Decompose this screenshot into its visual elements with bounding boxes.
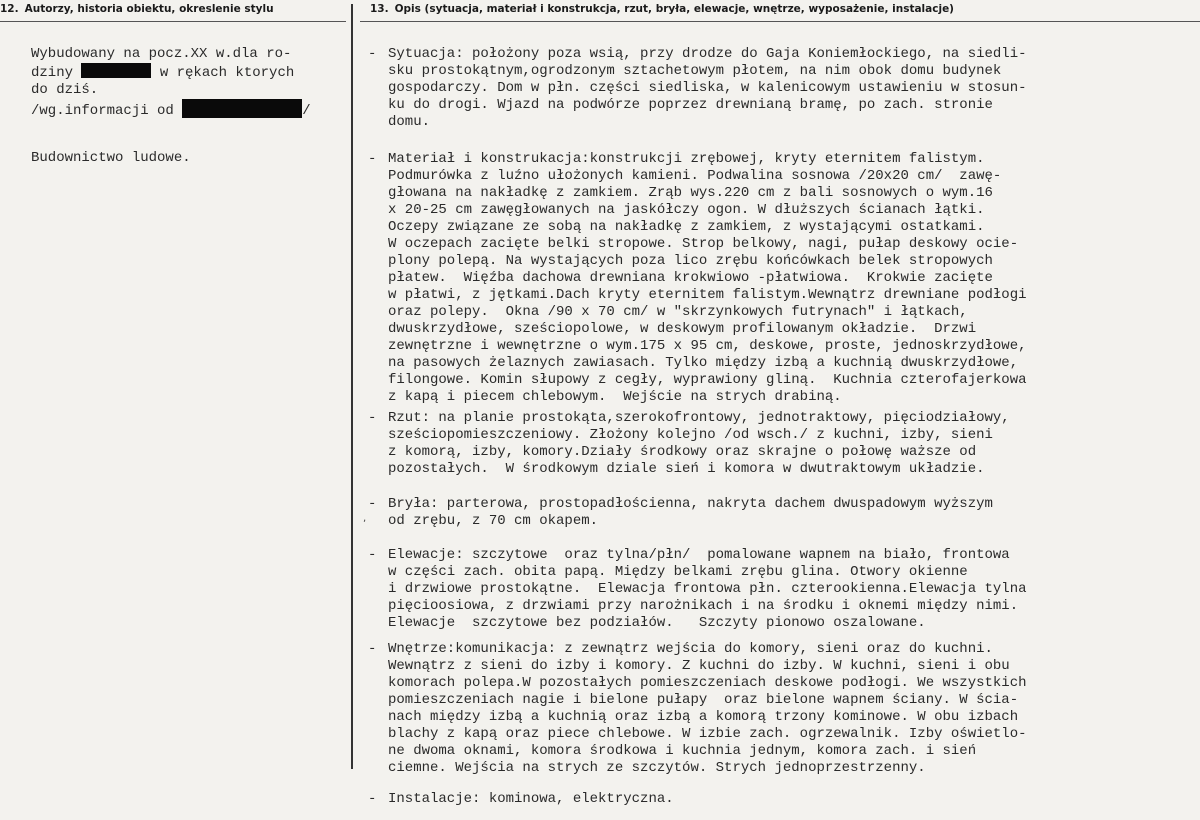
history-line-4b: / bbox=[302, 103, 311, 119]
left-header-text: Autorzy, bbox=[24, 3, 78, 15]
section-text: Bryła: parterowa, prostopadłościenna, nakryta dachem dwuspadowym wyższym od zrębu, z 70 cm okapem. bbox=[388, 496, 993, 529]
history-line-2a: dziny bbox=[31, 65, 82, 81]
section-text: Materiał i konstrukacja:konstrukcji zrębowej, kryty eternitem falistym. Podmurówka z luźno ułożonych kamieni. Podwalina sosnowa /20x20 cm/ zawę- głowana na nakładkę z zamkiem. Zrąb wys.220 cm z bali sosnowych o wym.16 x 20-25 cm zawęgłowanych na jaskółczy ogon. W dłuższych ścianach łątki. Oczepy związane ze sobą na nakładkę z zamkiem, z wystającymi ostatkami. W oczepach zacięte belki stropowe. Strop belkowy, nagi, pułap deskowy ocie- plony polepą. Na wystających poza lico zrębu końcówkach belek stropowych płatew. Więźba dachowa drewniana krokwiowo -płatwiowa. Krokwie zacięte w płatwi, z jętkami.Dach kryty eternitem falistym.Wewnątrz drewniane podłogi oraz polepy. Okna /90 x 70 cm/ w "skrzynkowych futrynach" i łątkach, dwuskrzydłowe, sześciopolowe, w deskowym profilowanym okładzie. Drzwi zewnętrzne i wewnętrzne o wym.175 x 95 cm, deskowe, proste, jednoskrzydłowe, na pasowych żelaznych zawiasach. Tylko między izbą a kuchnią dwuskrzydłowe, filongowe. Komin słupowy z cegły, wyprawiony gliną. Kuchnia czterofajerkowa z kapą i piecem chlebowym. Wejście na strych drabiną. bbox=[388, 151, 1027, 405]
redacted-source-block bbox=[182, 99, 302, 118]
history-line-3: do dziś. bbox=[31, 82, 99, 98]
history-line-2b: w rękach ktorych bbox=[151, 65, 295, 81]
history-text bbox=[31, 46, 311, 120]
section-dash: - bbox=[368, 151, 377, 167]
section-text: Rzut: na planie prostokąta,szerokofrontowy, jednotraktowy, pięciodziałowy, sześciopomieszczeniowy. Złożony kolejno /od wsch./ z kuchni, izby, sieni z komorą, izby, komory.Działy środkowy oraz skrajne o połowę waższe od pozostałych. W środkowym dziale sień i komora w dwutraktowym układzie. bbox=[388, 410, 1010, 477]
left-header-number: 12. bbox=[0, 3, 19, 15]
header-rule-left bbox=[0, 21, 346, 22]
redacted-name-block bbox=[81, 63, 151, 78]
left-column-header bbox=[0, 3, 274, 15]
section-text: Wnętrze:komunikacja: z zewnątrz wejścia do komory, sieni oraz do kuchni. Wewnątrz z sieni do izby i komory. Z kuchni do izby. W kuchni, sieni i obu komorach polepa.W pozostałych pomieszczeniach deskowe podłogi. We wszystkich pomieszczeniach nagie i bielone pułapy oraz bielone wapnem ściany. W ścia- nach między izbą a kuchnią oraz izbą a komorą trzony kominowe. W obu izbach blachy z kapą oraz piece chlebowe. W izbie zach. ogrzewalnik. Izby oświetlo- ne dwoma oknami, komora środkowa i kuchnia jednym, komora zach. i sień ciemne. Wejścia na strych ze szczytów. Strych jednoprzestrzenny. bbox=[388, 641, 1027, 776]
header-rule-right bbox=[360, 21, 1200, 22]
column-divider bbox=[351, 4, 353, 769]
right-header-number: 13. bbox=[370, 3, 389, 15]
left-header-emph: historia obiektu, okreslenie stylu bbox=[77, 3, 274, 15]
section-dash: - bbox=[368, 46, 377, 62]
style-note: Budownictwo ludowe. bbox=[31, 150, 191, 166]
history-line-4a: /wg.informacji od bbox=[31, 103, 183, 119]
section-text: Instalacje: kominowa, elektryczna. bbox=[388, 791, 674, 807]
section-dash: - bbox=[368, 410, 377, 426]
section-dash: - bbox=[368, 791, 377, 807]
section-dash: - bbox=[368, 641, 377, 657]
section-dash: - bbox=[368, 547, 377, 563]
right-column-header bbox=[370, 3, 954, 15]
right-header-text: Opis (sytuacja, materiał i konstrukcja, rzut, bryła, elewacje, wnętrze, wyposażenie, instalacje) bbox=[394, 3, 954, 15]
margin-mark: , bbox=[363, 513, 367, 524]
history-line-1: Wybudowany na pocz.XX w.dla ro- bbox=[31, 46, 292, 62]
section-text: Elewacje: szczytowe oraz tylna/płn/ pomalowane wapnem na biało, frontowa w części zach. obita papą. Między belkami zrębu glina. Otwory okienne i drzwiowe prostokątne. Elewacja frontowa płn. czterookienna.Elewacja tylna pięcioosiowa, z drzwiami przy narożnikach i na środku i oknemi między nimi. Elewacje szczytowe bez podziałów. Szczyty pionowo oszalowane. bbox=[388, 547, 1027, 631]
section-dash: - bbox=[368, 496, 377, 512]
section-text: Sytuacja: położony poza wsią, przy drodze do Gaja Koniemłockiego, na siedli- sku prostokątnym,ogrodzonym sztachetowym płotem, na nim obok domu budynek gospodarczy. Dom w płn. części siedliska, w kalenicowym ustawieniu w stosun- ku do drogi. Wjazd na podwórze poprzez drewnianą bramę, po zach. stronie domu. bbox=[388, 46, 1027, 130]
